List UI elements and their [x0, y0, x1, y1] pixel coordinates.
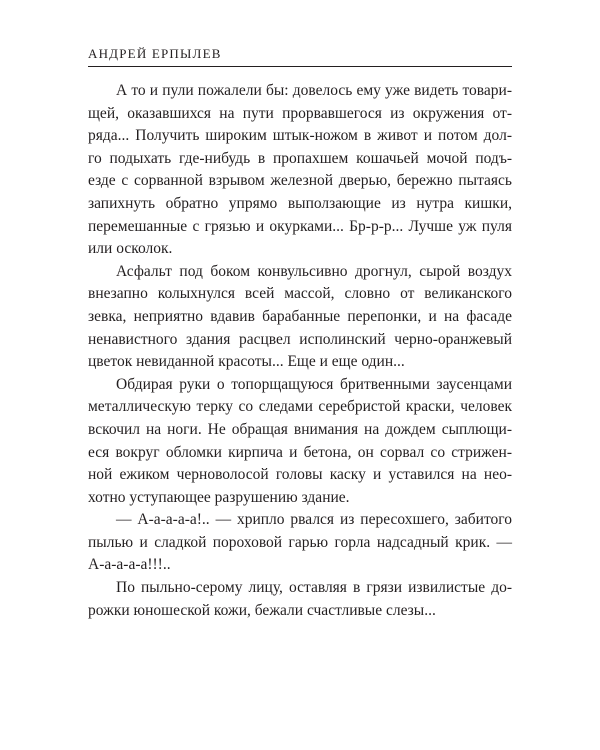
text-line: еся вокруг обломки кирпича и бетона, он сорвал со стрижен- — [88, 443, 512, 461]
text-line: внезапно колыхнулся всей массой, словно от великанского — [88, 285, 512, 303]
paragraph — [88, 577, 512, 622]
text-line: го подыхать где-нибудь в пропахшем кошачьей мочой подъ- — [88, 149, 512, 167]
paragraph — [88, 80, 512, 261]
text-line: металлическую терку со следами серебристой краски, человек — [88, 398, 512, 416]
text-line: хотно уступающее разрушению здание. — [88, 488, 350, 506]
text-line: зевка, неприятно вдавив барабанные перепонки, и на фасаде — [88, 307, 512, 325]
paragraph — [88, 261, 512, 374]
text-line: ненавистного здания расцвел исполинский черно-оранжевый — [88, 330, 512, 348]
paragraph — [88, 374, 512, 510]
text-line: — А-а-а-а-а!.. — хрипло рвался из пересохшего, забитого — [116, 511, 512, 529]
header-rule — [88, 66, 512, 67]
text-line: цветок невиданной красоты... Еще и еще один... — [88, 353, 405, 371]
text-line: По пыльно-серому лицу, оставляя в грязи извилистые до- — [116, 579, 512, 597]
text-line: вскочил на ноги. Не обращая внимания на дождем сыплющи- — [88, 420, 512, 438]
text-line: перемешанные с грязью и окурками... Бр-р-р... Лучше уж пуля — [88, 217, 512, 235]
text-line: рожки юношеской кожи, бежали счастливые слезы... — [88, 601, 436, 619]
text-line: А-а-а-а-а!!!.. — [88, 556, 171, 574]
body-text — [88, 80, 512, 622]
text-line: запихнуть обратно упрямо выползающие из нутра кишки, — [88, 194, 512, 212]
paragraph — [88, 509, 512, 577]
text-line: ряда... Получить широким штык-ножом в живот и потом дол- — [88, 127, 512, 145]
text-line: Обдирая руки о топорщащуюся бритвенными заусенцами — [116, 375, 512, 393]
text-line: пылью и сладкой пороховой гарью горла надсадный крик. — — [88, 533, 512, 551]
text-line: езде с сорванной взрывом железной дверью, бережно пытаясь — [88, 172, 512, 190]
text-line: ной ежиком черноволосой головы каску и уставился на нео- — [88, 466, 512, 484]
running-head: АНДРЕЙ ЕРПЫЛЕВ — [88, 46, 222, 61]
text-line: или осколок. — [88, 240, 173, 258]
text-line: А то и пули пожалели бы: довелось ему уже видеть товари- — [116, 82, 512, 99]
text-line: Асфальт под боком конвульсивно дрогнул, сырой воздух — [116, 262, 512, 280]
text-line: щей, оказавшихся на пути прорвавшегося из окружения от- — [88, 104, 512, 122]
